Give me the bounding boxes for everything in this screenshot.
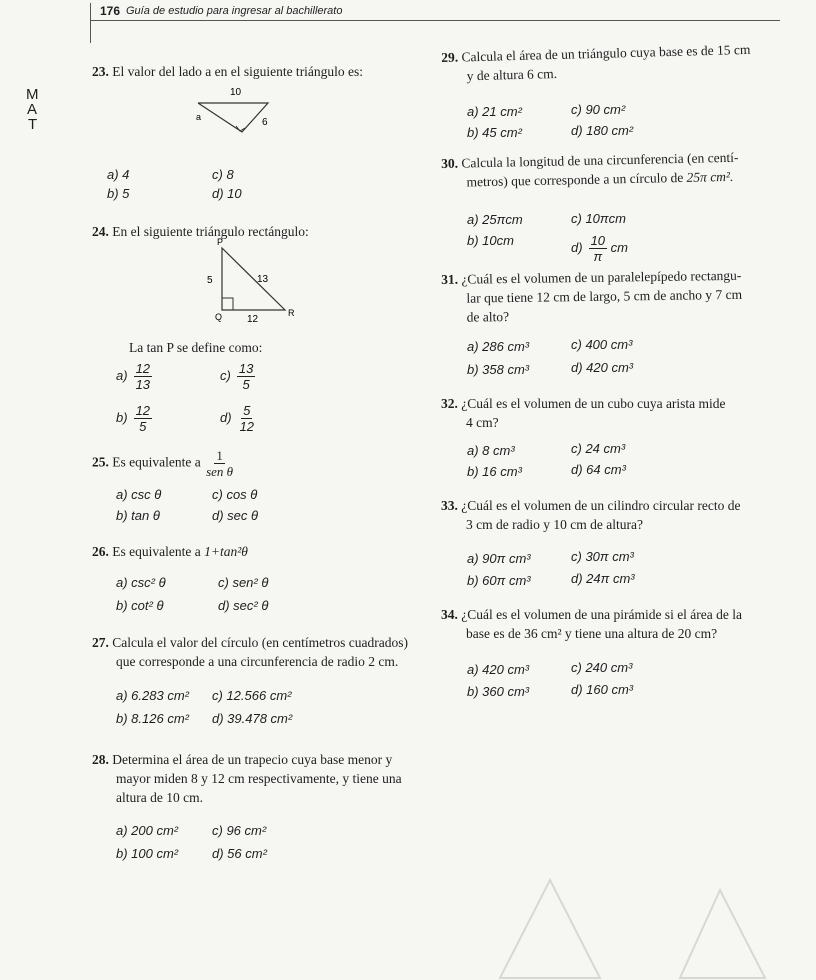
q24-label-p: P [217, 237, 224, 247]
side-label-a: A [27, 101, 38, 118]
q27-option-c[interactable]: c) 12.566 cm² [212, 688, 292, 703]
q31-option-c[interactable]: c) 400 cm³ [571, 337, 633, 352]
q27-option-b[interactable]: b) 8.126 cm² [116, 711, 189, 726]
question-27: 27. Calcula el valor del círculo (en centímetros cuadrados) que corresponde a una circunferencia de radio 2 cm. [92, 635, 408, 669]
q23-option-b[interactable]: b) 5 [107, 186, 130, 201]
header-rule [90, 20, 780, 21]
question-24: 24. En el siguiente triángulo rectángulo: [92, 224, 309, 239]
q24-option-a[interactable]: a) $\frac{12}{13}$ [116, 361, 151, 392]
q29-option-b[interactable]: b) 45 cm² [467, 125, 522, 140]
q31-option-d[interactable]: d) 420 cm³ [571, 360, 634, 375]
q31-option-b[interactable]: b) 358 cm³ [467, 362, 530, 377]
q33-option-d[interactable]: d) 24π cm³ [571, 571, 635, 586]
side-label-m: M [26, 86, 39, 103]
q33-option-c[interactable]: c) 30π cm³ [571, 549, 634, 564]
q27-option-d[interactable]: d) 39.478 cm² [212, 711, 293, 726]
q32-option-b[interactable]: b) 16 cm³ [467, 464, 522, 479]
q30-option-a[interactable]: a) 25πcm [467, 212, 523, 227]
question-30: 30. Calcula la longitud de una circunferencia (en centí- metros) que corresponde a un círculo de 25π cm². [441, 149, 739, 190]
q25-option-d[interactable]: d) sec θ [212, 508, 259, 523]
q23-option-d[interactable]: d) 10 [212, 186, 242, 201]
page-number: 176 [100, 4, 121, 18]
q24-label-12: 12 [247, 314, 259, 325]
question-31: 31. ¿Cuál es el volumen de un paralelepípedo rectangu- lar que tiene 12 cm de largo, 5 cm de ancho y 7 cm de alto? [441, 267, 743, 325]
q32-option-a[interactable]: a) 8 cm³ [467, 443, 515, 458]
question-33: 33. ¿Cuál es el volumen de un cilindro circular recto de 3 cm de radio y 10 cm de altura? [441, 498, 741, 532]
q24-triangle-figure [195, 236, 305, 326]
q25-option-b[interactable]: b) tan θ [116, 508, 160, 523]
q29-option-a[interactable]: a) 21 cm² [467, 104, 522, 119]
question-34: 34. ¿Cuál es el volumen de una pirámide si el área de la base es de 36 cm² y tiene una altura de 20 cm? [441, 607, 743, 641]
q23-triangle-figure [190, 84, 280, 139]
q25-option-a[interactable]: a) csc θ [116, 487, 162, 502]
q24-option-b[interactable]: b) $\frac{12}{5}$ [116, 403, 151, 434]
q29-option-d[interactable]: d) 180 cm² [571, 123, 634, 138]
q24-define: La tan P se define como: [129, 340, 263, 355]
q34-option-a[interactable]: a) 420 cm³ [467, 662, 530, 677]
question-23: 23. El valor del lado a en el siguiente triángulo es: [92, 64, 364, 79]
q24-label-13: 13 [257, 274, 269, 285]
q23-option-c[interactable]: c) 8 [212, 167, 234, 182]
q30-option-b[interactable]: b) 10cm [467, 233, 514, 248]
question-32: 32. ¿Cuál es el volumen de un cubo cuya arista mide 4 cm? [441, 396, 726, 430]
q33-option-a[interactable]: a) 90π cm³ [467, 551, 531, 566]
q34-option-c[interactable]: c) 240 cm³ [571, 660, 633, 675]
q34-option-b[interactable]: b) 360 cm³ [467, 684, 530, 699]
side-label-t: T [28, 116, 38, 133]
q28-option-c[interactable]: c) 96 cm² [212, 823, 267, 838]
q26-option-d[interactable]: d) sec² θ [218, 598, 269, 613]
bleed-through-shapes [440, 860, 770, 980]
q32-option-d[interactable]: d) 64 cm³ [571, 462, 626, 477]
q24-label-q: Q [215, 312, 223, 322]
question-25: 25. Es equivalente a $\frac{1}{\text{sen θ}}$ [92, 448, 234, 479]
q25-option-c[interactable]: c) cos θ [212, 487, 258, 502]
q32-option-c[interactable]: c) 24 cm³ [571, 441, 626, 456]
q23-option-a[interactable]: a) 4 [107, 167, 130, 182]
q26-option-a[interactable]: a) csc² θ [116, 575, 166, 590]
q24-label-5: 5 [207, 275, 213, 286]
header-title: Guía de estudio para ingresar al bachillerato [126, 5, 343, 17]
q23-label-a: a [196, 112, 202, 122]
q30-option-c[interactable]: c) 10πcm [571, 211, 626, 226]
q33-option-b[interactable]: b) 60π cm³ [467, 573, 531, 588]
header-rule-left [90, 3, 91, 43]
q29-option-c[interactable]: c) 90 cm² [571, 102, 626, 117]
q27-option-a[interactable]: a) 6.283 cm² [116, 688, 189, 703]
q26-option-b[interactable]: b) cot² θ [116, 598, 164, 613]
q34-option-d[interactable]: d) 160 cm³ [571, 682, 634, 697]
question-28: 28. Determina el área de un trapecio cuya base menor y mayor miden 8 y 12 cm respectivamente, y tiene una altura de 10 cm. [92, 752, 402, 805]
q28-option-a[interactable]: a) 200 cm² [116, 823, 179, 838]
q24-option-c[interactable]: c) $\frac{13}{5}$ [220, 361, 254, 392]
question-26: 26. Es equivalente a 1+tan²θ [92, 544, 248, 559]
q30-option-d[interactable]: d) $\frac{10}{\pi}$ cm [571, 233, 628, 264]
q24-option-d[interactable]: d) $\frac{5}{12}$ [220, 403, 255, 434]
q23-label-top: 10 [230, 87, 242, 98]
question-29: 29. Calcula el área de un triángulo cuya base es de 15 cm y de altura 6 cm. [441, 41, 751, 84]
q24-label-r: R [288, 308, 295, 318]
q28-option-d[interactable]: d) 56 cm² [212, 846, 267, 861]
q26-option-c[interactable]: c) sen² θ [218, 575, 269, 590]
q28-option-b[interactable]: b) 100 cm² [116, 846, 179, 861]
q23-label-6: 6 [262, 117, 268, 128]
q31-option-a[interactable]: a) 286 cm³ [467, 339, 530, 354]
